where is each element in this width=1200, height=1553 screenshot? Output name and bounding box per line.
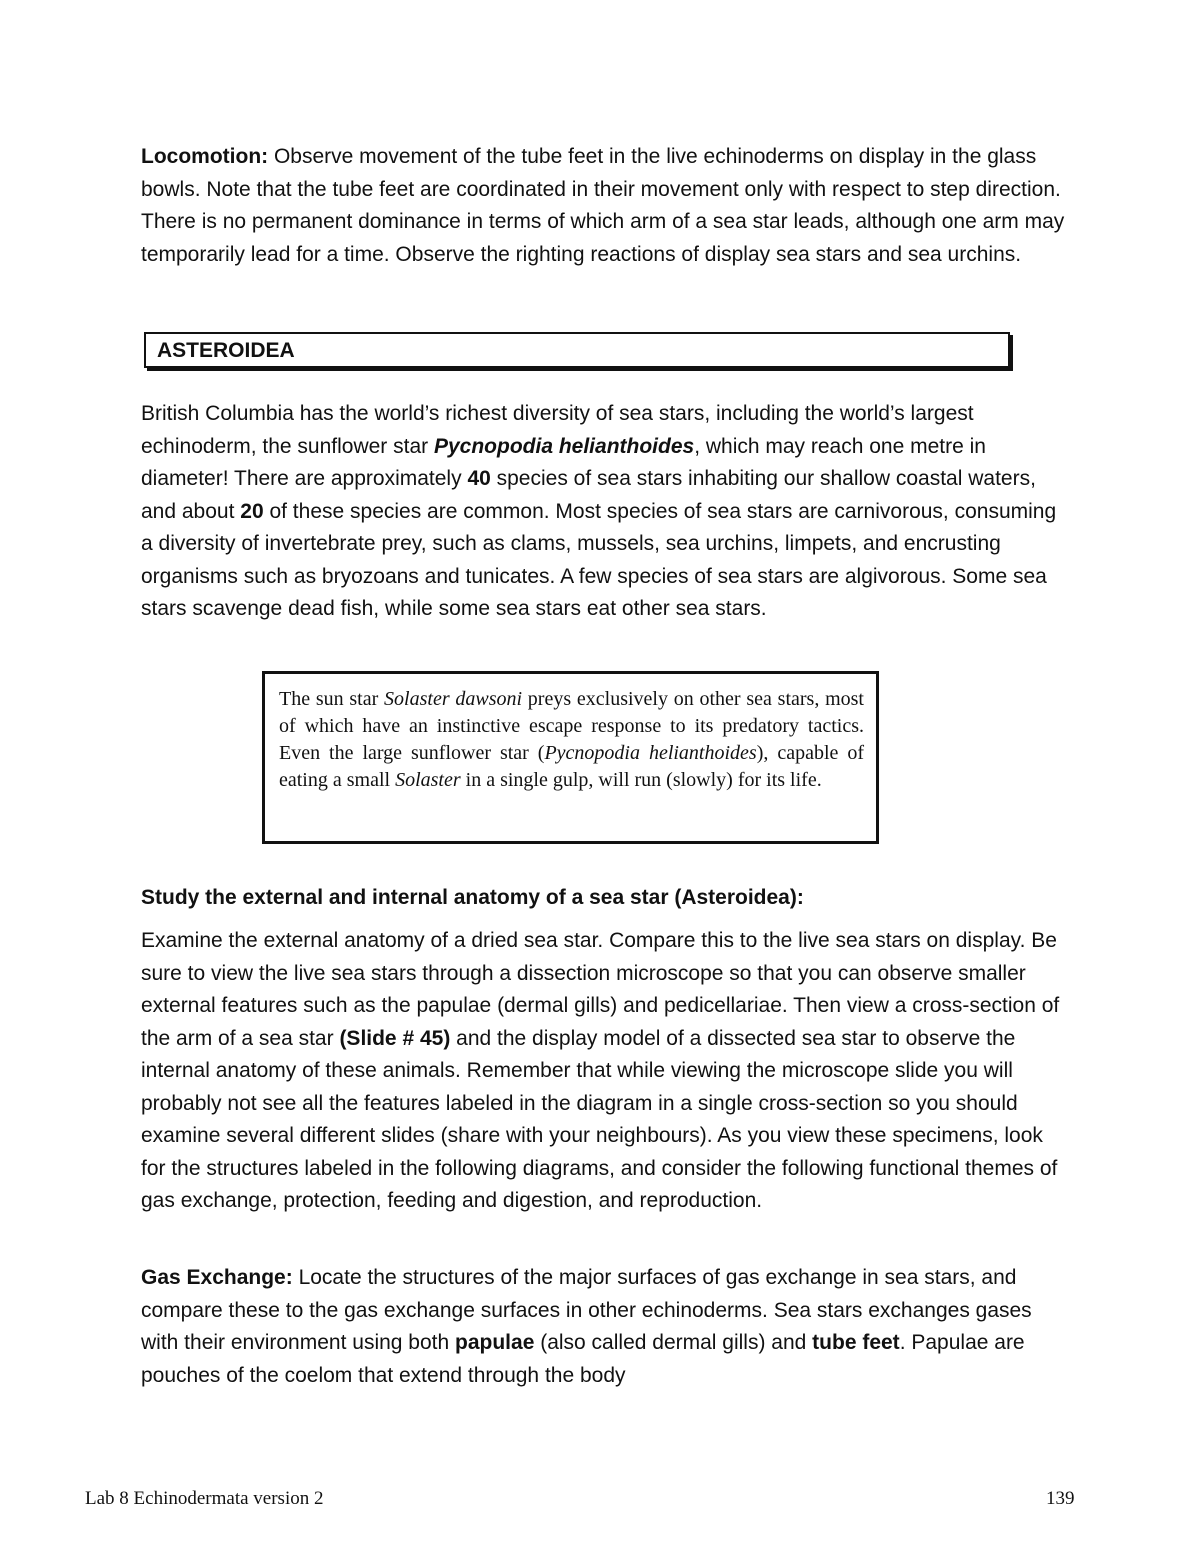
study-text-1: Examine the external anatomy of a dried sea star. Compare this to the live sea stars on display. Be sure to view the live sea stars through a dissection microscope so that you can observe smaller external features such as the papulae (dermal gills) and pedicellariae. Then view a cross-section of the arm of a sea star — [141, 929, 1060, 1050]
intro-species-name: Pycnopodia helianthoides — [433, 434, 695, 458]
intro-count-20: 20 — [240, 499, 264, 523]
gas-exchange-paragraph — [141, 1262, 1066, 1392]
footer-lab-title: Lab 8 Echinodermata version 2 — [85, 1488, 324, 1509]
study-text-2: and the display model of a dissected sea star to observe the internal anatomy of these animals. Remember that while viewing the microscope slide you will probably not see all the features labeled in the diagram in a single cross-section so you should examine several different slides (share with your neighbours). As you view these specimens, look for the structures labeled in the following diagrams, and consider the following functional themes of gas exchange, protection, feeding and digestion, and reproduction. — [141, 1026, 1058, 1212]
callout-species-2: Pycnopodia helianthoides — [544, 742, 757, 764]
callout-box — [262, 671, 879, 844]
section-header-box — [144, 332, 1010, 368]
intro-paragraph — [141, 398, 1066, 626]
papulae-term: papulae — [455, 1331, 535, 1354]
gas-text-2: (also called dermal gills) and — [534, 1331, 813, 1354]
section-title: ASTEROIDEA — [157, 339, 295, 362]
intro-text-4: of these species are common. Most species of sea stars are carnivorous, consuming a diversity of invertebrate prey, such as clams, mussels, sea urchins, limpets, and encrusting organisms such as bryozoans and tunicates. A few species of sea stars are algivorous. Some sea stars scavenge dead fish, while some sea stars eat other sea stars. — [141, 499, 1057, 620]
tube-feet-term: tube feet — [812, 1331, 900, 1354]
study-heading: Study the external and internal anatomy of a sea star (Asteroidea): — [141, 886, 804, 909]
callout-text-4: in a single gulp, will run (slowly) for its life. — [460, 769, 822, 791]
locomotion-text: Observe movement of the tube feet in the live echinoderms on display in the glass bowls. Note that the tube feet are coordinated in their movement only with respect to step direction. There is no permanent dominance in terms of which arm of a sea star leads, although one arm may temporarily lead for a time. Observe the righting reactions of display sea stars and sea urchins. — [141, 145, 1065, 266]
intro-count-40: 40 — [467, 467, 491, 490]
intro-text-3: species of sea stars inhabiting our shallow coastal waters, and about — [141, 467, 1036, 523]
callout-text-3: ), capable of eating a small — [279, 742, 865, 791]
footer-page-number: 139 — [1046, 1488, 1075, 1509]
gas-text-1: Locate the structures of the major surfaces of gas exchange in sea stars, and compare these to the gas exchange surfaces in other echinoderms. Sea stars exchanges gases with their environment using both — [141, 1266, 1032, 1354]
callout-text-2: preys exclusively on other sea stars, most of which have an instinctive escape response to its predatory tactics. Even the large sunflower star ( — [279, 688, 864, 764]
callout-text — [279, 686, 864, 794]
study-paragraph — [141, 925, 1066, 1218]
intro-text-1: British Columbia has the world’s richest diversity of sea stars, including the world’s largest echinoderm, the sunflower star — [141, 402, 974, 458]
locomotion-paragraph — [141, 141, 1066, 271]
callout-species-1: Solaster dawsoni — [384, 688, 523, 710]
slide-reference: (Slide # 45) — [339, 1026, 451, 1050]
gas-exchange-label: Gas Exchange: — [141, 1266, 293, 1289]
intro-text-2: , which may reach one metre in diameter! There are approximately — [141, 434, 986, 490]
callout-species-3: Solaster — [395, 769, 461, 791]
locomotion-label: Locomotion: — [141, 145, 269, 168]
callout-text-1: The sun star — [279, 688, 385, 710]
gas-text-3: . Papulae are pouches of the coelom that extend through the body — [141, 1331, 1025, 1387]
